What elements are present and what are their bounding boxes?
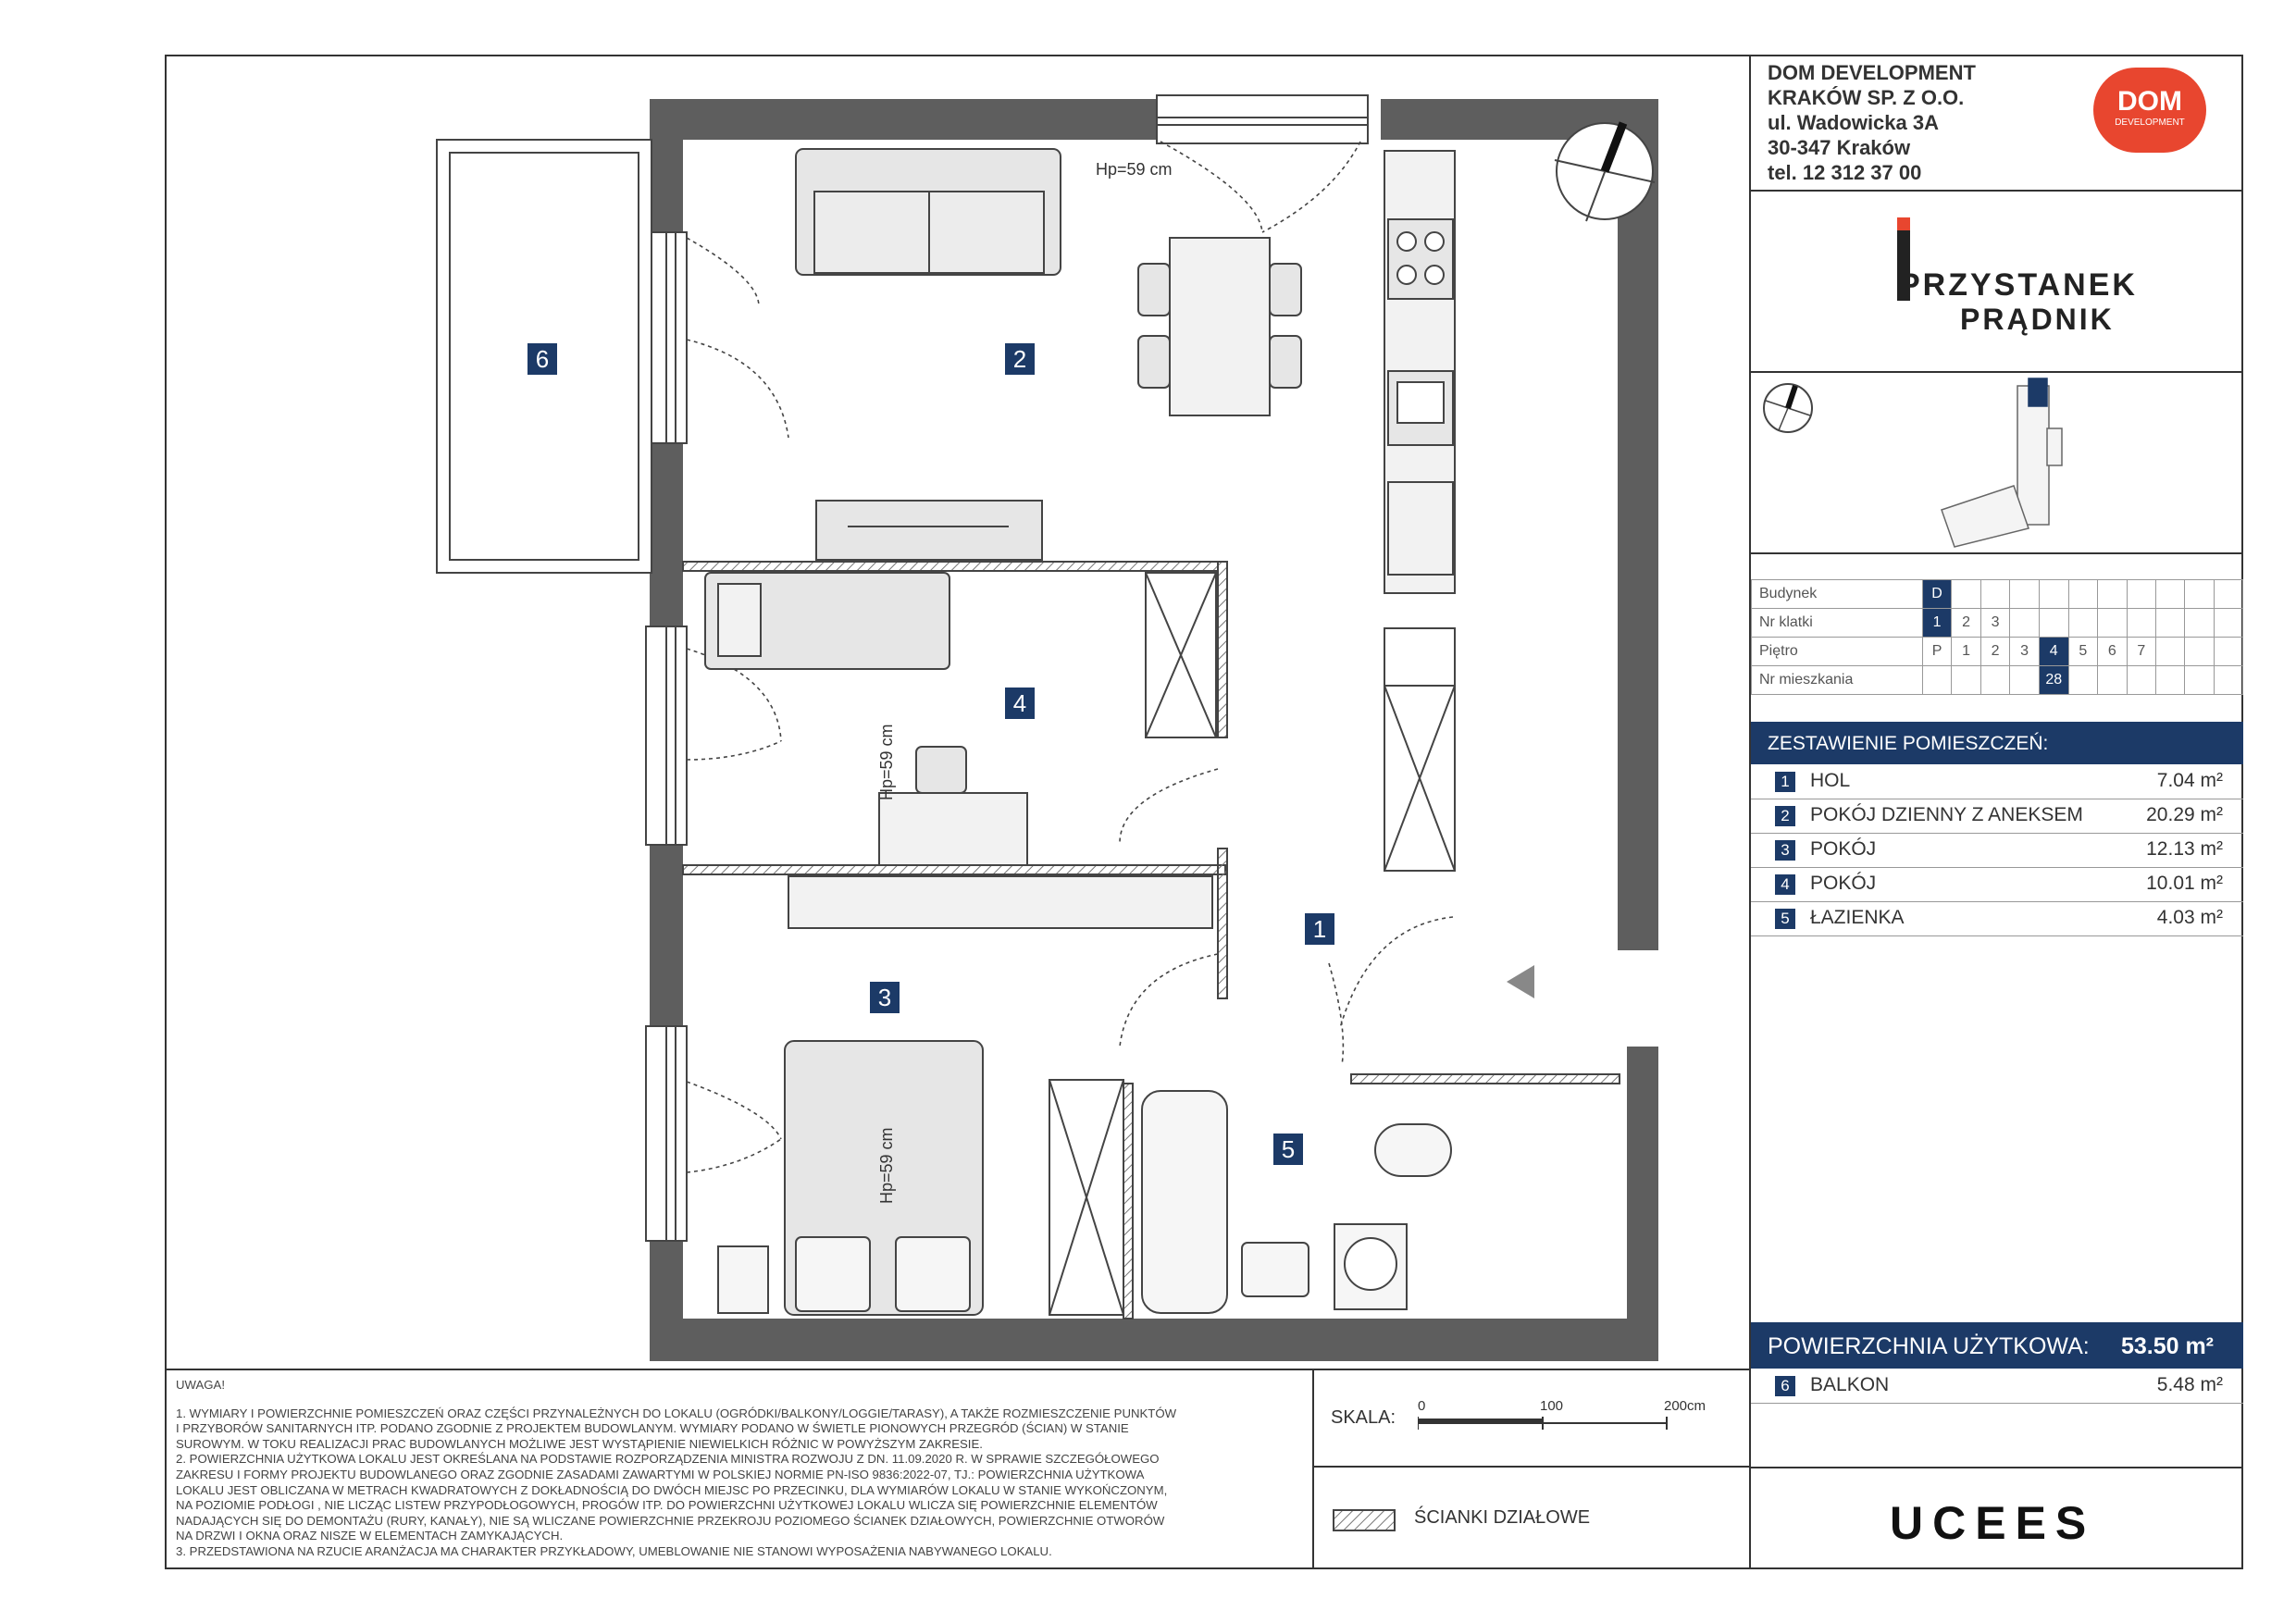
room-row <box>1751 867 2243 902</box>
location-cell: 1 <box>1922 609 1952 638</box>
note-line: ZAKRESU I FORMY PROJEKTU BUDOWLANEGO ORAZ ZGODNIE ZASADAMI ZAWARTYMI W POLSKIEJ NORMIE PN-ISO 9836:2022-07, TJ.: POWIERZCHNIA UŻYTKOWA <box>176 1467 1145 1481</box>
room-number-badge: 1 <box>1775 772 1795 792</box>
note-line: I PRZYBORÓW SANITARNYCH ITP. PODANO ZGODNIE Z PROJEKTEM BUDOWLANYM. WYMIARY PODANO W ŚWIETLE PIONOWYCH PRZEGRÓD (ŚCIAN) W STANIE <box>176 1421 1129 1436</box>
location-cell: P <box>1922 638 1952 666</box>
location-cell <box>2127 580 2156 609</box>
room-area: 7.04 m² <box>2156 770 2223 791</box>
room-label-5: 5 <box>1273 1134 1303 1165</box>
location-row <box>1752 580 2243 609</box>
location-cell <box>2127 609 2156 638</box>
location-cell <box>1952 580 1981 609</box>
balcony-row <box>1751 1369 2243 1404</box>
note-line: 1. WYMIARY I POWIERZCHNIE POMIESZCZEŃ ORAZ CZĘŚCI PRZYNALEŻNYCH DO LOKALU (OGRÓDKI/BALKONY/LOGGIE/TARASY), A TAKŻE ROZMIESZCZENIE PUNKTÓW <box>176 1406 1177 1420</box>
location-cell <box>2185 580 2214 609</box>
project-name-line1: PRZYSTANEK <box>1899 267 2138 303</box>
room-label-4: 4 <box>1005 688 1035 719</box>
room-row <box>1751 764 2243 799</box>
balcony-badge: 6 <box>1775 1376 1795 1396</box>
rooms-header-text: ZESTAWIENIE POMIESZCZEŃ: <box>1768 733 2049 754</box>
scale-section <box>1312 1369 1751 1569</box>
room-number-badge: 5 <box>1775 909 1795 929</box>
rooms-header <box>1751 722 2243 764</box>
room-label-6: 6 <box>527 343 557 375</box>
location-cell <box>2010 580 2040 609</box>
location-cell <box>1952 666 1981 695</box>
room-label-1: 1 <box>1305 913 1334 945</box>
developer-phone: tel. 12 312 37 00 <box>1768 161 1922 184</box>
scale-bar <box>1418 1417 1686 1430</box>
usable-area-bar <box>1751 1322 2243 1369</box>
room-label-3: 3 <box>870 982 900 1013</box>
location-cell <box>2039 609 2068 638</box>
room-number-badge: 3 <box>1775 840 1795 861</box>
location-cell <box>2156 580 2185 609</box>
notes-body <box>176 1378 1176 1560</box>
notes-section <box>167 1369 1312 1569</box>
location-cell: 28 <box>2039 666 2068 695</box>
location-cell <box>2185 609 2214 638</box>
room-number-badge: 4 <box>1775 874 1795 895</box>
location-cell <box>2214 666 2242 695</box>
room-name: HOL <box>1810 770 1851 791</box>
balcony-name: BALKON <box>1810 1374 1890 1395</box>
location-cell <box>2039 580 2068 609</box>
location-cell <box>2214 580 2242 609</box>
developer-section <box>1751 56 2243 192</box>
location-cell <box>2068 580 2098 609</box>
floor-plan-drawing <box>167 56 1749 1369</box>
scale-tick: 100 <box>1540 1398 1564 1414</box>
location-row-label: Nr mieszkania <box>1752 666 1923 695</box>
location-row-label: Nr klatki <box>1752 609 1923 638</box>
dom-development-logo <box>2093 68 2206 153</box>
building-site-outline <box>1942 378 2062 547</box>
scale-tick: 0 <box>1418 1398 1426 1414</box>
location-cell <box>2156 609 2185 638</box>
developer-info <box>1768 60 1976 185</box>
balcony-area: 5.48 m² <box>2156 1374 2223 1395</box>
room-name: POKÓJ DZIENNY Z ANEKSEM <box>1810 804 2083 825</box>
room-area: 20.29 m² <box>2146 804 2223 825</box>
note-line: NA POZIOMIE PODŁOGI , NIE LICZĄC LISTEW PRZYPODŁOGOWYCH, PROGÓW ITP. DO POWIERZCHNI UŻYTKOWEJ LOKALU WLICZA SIĘ POWIERZCHNIE ELEMENTÓW <box>176 1498 1158 1513</box>
window-height-note: Hp=59 cm <box>877 724 896 800</box>
developer-name: DOM DEVELOPMENT <box>1768 61 1976 84</box>
developer-company: KRAKÓW SP. Z O.O. <box>1768 86 1965 109</box>
scale-tick: 200cm <box>1664 1398 1706 1414</box>
project-name-line2: PRĄDNIK <box>1960 303 2115 336</box>
room-name: POKÓJ <box>1810 873 1877 894</box>
room-name: ŁAZIENKA <box>1810 907 1905 928</box>
developer-street: ul. Wadowicka 3A <box>1768 111 1940 134</box>
location-cell <box>2010 666 2040 695</box>
note-line: NA DRZWI I OKNA ORAZ NISZE W ELEMENTACH ZAMYKAJĄCYCH. <box>176 1529 564 1543</box>
location-cell <box>2214 609 2242 638</box>
location-cell: 3 <box>2010 638 2040 666</box>
location-row <box>1752 666 2243 695</box>
location-row <box>1752 609 2243 638</box>
scale-label: SKALA: <box>1331 1407 1396 1428</box>
room-label-2: 2 <box>1005 343 1035 375</box>
info-panel <box>1749 56 2243 1567</box>
notes-title: UWAGA! <box>176 1378 225 1392</box>
location-cell <box>2068 609 2098 638</box>
developer-city: 30-347 Kraków <box>1768 136 1911 159</box>
location-table <box>1751 579 2243 695</box>
project-section <box>1751 192 2243 373</box>
location-row <box>1752 638 2243 666</box>
location-row-label: Piętro <box>1752 638 1923 666</box>
room-area: 12.13 m² <box>2146 838 2223 860</box>
site-plan-drawing <box>1751 373 2243 554</box>
partition-legend-swatch <box>1333 1509 1397 1531</box>
logo-text: DOM <box>2117 86 2182 117</box>
location-cell <box>1922 666 1952 695</box>
location-cell: 2 <box>1980 638 2010 666</box>
project-logo-accent <box>1897 217 1910 230</box>
entrance-marker-icon <box>1507 965 1534 998</box>
location-cell: 1 <box>1952 638 1981 666</box>
usable-area-label: POWIERZCHNIA UŻYTKOWA: <box>1768 1333 2090 1359</box>
logo-subtext: DEVELOPMENT <box>2115 118 2185 128</box>
room-name: POKÓJ <box>1810 838 1877 860</box>
site-plan-section <box>1751 373 2243 554</box>
window-height-note: Hp=59 cm <box>877 1127 896 1204</box>
location-cell <box>2127 666 2156 695</box>
floor-plan <box>167 56 1749 1369</box>
location-cell <box>2156 638 2185 666</box>
location-cell <box>2068 666 2098 695</box>
note-line: SUROWYM. W TOKU REALIZACJI PRAC BUDOWLANYCH MOŻLIWE JEST WYSTĄPIENIE NIEWIELKICH RÓŻNIC W POWYŻSZYM ZAKRESIE. <box>176 1436 983 1451</box>
note-line: 2. POWIERZCHNIA UŻYTKOWA LOKALU JEST OKREŚLANA NA PODSTAWIE ROZPORZĄDZENIA MINISTRA ROZWOJU Z DN. 11.09.2020 R. W SPRAWIE SZCZEGÓŁOWEGO <box>176 1452 1160 1467</box>
location-cell: 6 <box>2098 638 2128 666</box>
location-cell <box>2214 638 2242 666</box>
location-cell <box>2185 666 2214 695</box>
location-cell: 2 <box>1952 609 1981 638</box>
location-cell: D <box>1922 580 1952 609</box>
ucees-logo: UCEES <box>1890 1497 2096 1549</box>
location-cell: 4 <box>2039 638 2068 666</box>
note-line: NADAJĄCYCH SIĘ DO DEMONTAŻU (RURY, KANAŁY), NIE SĄ WLICZANE POWIERZCHNIE PRZEKROJU POZIOMEGO ŚCIANEK DZIAŁOWYCH, POWIERZCHNIE OTWORÓW <box>176 1513 1165 1528</box>
location-cell <box>2185 638 2214 666</box>
location-cell <box>2098 609 2128 638</box>
location-row-label: Budynek <box>1752 580 1923 609</box>
room-area: 10.01 m² <box>2146 873 2223 894</box>
location-cell: 5 <box>2068 638 2098 666</box>
room-number-badge: 2 <box>1775 806 1795 826</box>
location-cell <box>2098 580 2128 609</box>
room-row <box>1751 799 2243 834</box>
note-line: LOKALU JEST OBLICZANA W METRACH KWADRATOWYCH Z DOKŁADNOŚCIĄ DO DWÓCH MIEJSC PO PRZECINKU, DLA WYMIARÓW LOKALU W STANIE WYKOŃCZONYM, <box>176 1482 1168 1497</box>
compass-icon <box>1764 384 1812 432</box>
note-line: 3. PRZEDSTAWIONA NA RZUCIE ARANŻACJA MA CHARAKTER PRZYKŁADOWY, UMEBLOWANIE NIE STANOWI WYPOSAŻENIA NABYWANEGO LOKALU. <box>176 1543 1052 1558</box>
ucees-section <box>1751 1467 2243 1568</box>
window-height-note: Hp=59 cm <box>1096 160 1173 179</box>
furniture <box>705 149 1455 1315</box>
location-cell <box>1980 580 2010 609</box>
room-row <box>1751 901 2243 936</box>
partition-legend-label: ŚCIANKI DZIAŁOWE <box>1414 1507 1591 1528</box>
location-cell: 7 <box>2127 638 2156 666</box>
location-cell <box>1980 666 2010 695</box>
location-cell <box>2156 666 2185 695</box>
location-cell: 3 <box>1980 609 2010 638</box>
room-row <box>1751 833 2243 868</box>
room-area: 4.03 m² <box>2156 907 2223 928</box>
usable-area-value: 53.50 m² <box>2120 1333 2214 1359</box>
location-cell <box>2098 666 2128 695</box>
location-cell <box>2010 609 2040 638</box>
